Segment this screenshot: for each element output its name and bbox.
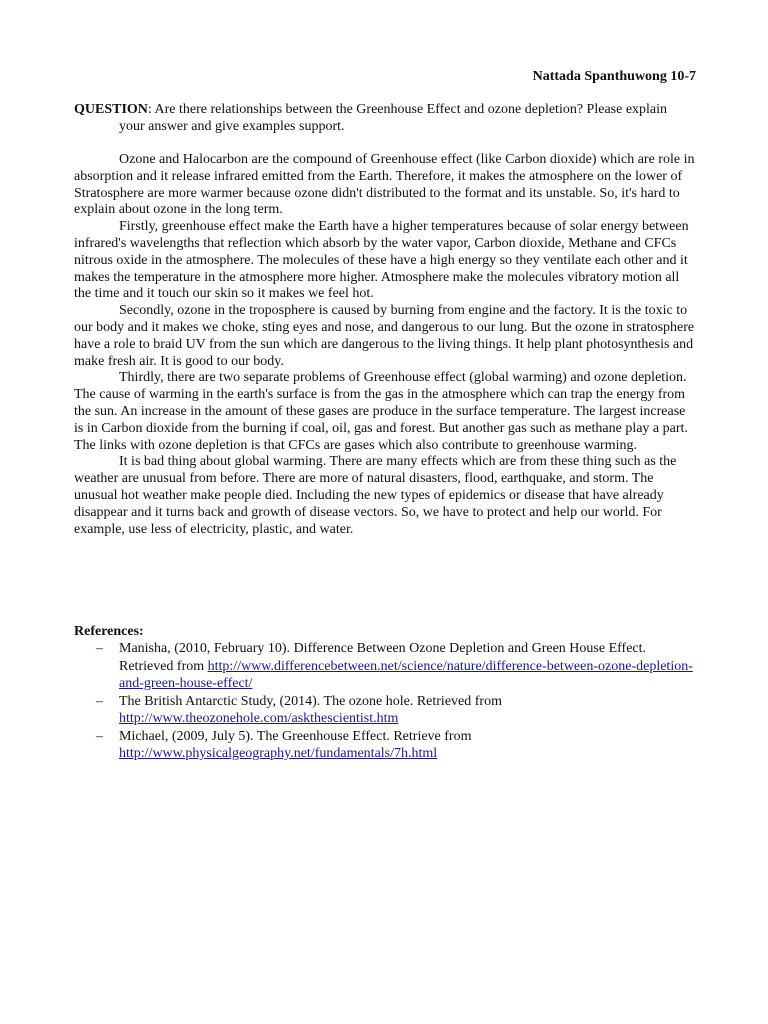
author-name: Nattada Spanthuwong 10-7 <box>532 69 696 84</box>
references-list <box>74 640 696 763</box>
paragraph-secondly: Secondly, ozone in the troposphere is caused by burning from engine and the factory. It is the toxic to our body and it makes we choke, sting eyes and nose, and dangerous to our lung. But the ozone in stratosphere have a role to braid UV from the sun which are dangerous to the living things. It help plant photosynthesis and make fresh air. It is good to our body. <box>74 303 695 369</box>
reference-item <box>74 728 696 763</box>
reference-text: The British Antarctic Study, (2014). The ozone hole. Retrieved from <box>119 693 502 709</box>
reference-item <box>74 693 696 728</box>
reference-bullet: – <box>96 641 103 656</box>
reference-link[interactable]: http://www.theozonehole.com/askthescientist.htm <box>119 711 399 726</box>
references-heading: References: <box>74 624 144 639</box>
reference-text: Manisha, (2010, February 10). Difference Between Ozone Depletion and Green House Effect. Retrieved from <box>119 641 647 674</box>
reference-bullet: – <box>96 728 103 744</box>
reference-text: Michael, (2009, July 5). The Greenhouse Effect. Retrieve from <box>119 728 472 744</box>
reference-bullet: – <box>96 693 103 709</box>
paragraph-thirdly: Thirdly, there are two separate problems of Greenhouse effect (global warming) and ozone depletion. The cause of warming in the earth's surface is from the gas in the atmosphere which can trap the energy from the sun. An increase in the amount of these gases are produce in the surface temperature. The largest increase is in Carbon dioxide from the burning if coal, oil, gas and forest. But another gas such as methane play a part. The links with ozone depletion is that CFCs are gases which also contribute to greenhouse warming. <box>74 370 688 453</box>
essay-body <box>74 152 696 538</box>
paragraph-firstly: Firstly, greenhouse effect make the Earth have a higher temperatures because of solar energy between infrared's wavelengths that reflection which absorb by the water vapor, Carbon dioxide, Methane and CFCs nitrous oxide in the atmosphere. The molecules of these have a high energy so they ventilate each other and it makes the temperature in the atmosphere more higher. Atmosphere make the molecules vibratory motion all the time and it touch our skin so it makes we feel hot. <box>74 219 689 302</box>
reference-link[interactable]: http://www.physicalgeography.net/fundamentals/7h.html <box>119 746 438 761</box>
paragraph-intro: Ozone and Halocarbon are the compound of Greenhouse effect (like Carbon dioxide) which are role in absorption and it release infrared emitted from the Earth. Therefore, it makes the atmosphere on the lower of Stratosphere are more warmer because ozone didn't distributed to the format and its unstable. So, it's hard to explain about ozone in the long term. <box>74 152 695 218</box>
reference-item <box>74 640 696 693</box>
question-block <box>74 102 696 136</box>
question-label: QUESTION <box>74 102 148 117</box>
question-text: : Are there relationships between the Greenhouse Effect and ozone depletion? Please explain your answer and give examples support. <box>119 102 668 134</box>
paragraph-conclusion: It is bad thing about global warming. There are many effects which are from these thing such as the weather are unusual from before. There are more of natural disasters, flood, earthquake, and storm. The unusual hot weather make people died. Including the new types of epidemics or disease that have already disappear and it turns back and growth of disease vectors. So, we have to protect and help our world. For example, use less of electricity, plastic, and water. <box>74 454 677 537</box>
reference-link[interactable]: http://www.differencebetween.net/science/nature/difference-between-ozone-depletion-and-green-house-effect/ <box>119 658 693 691</box>
